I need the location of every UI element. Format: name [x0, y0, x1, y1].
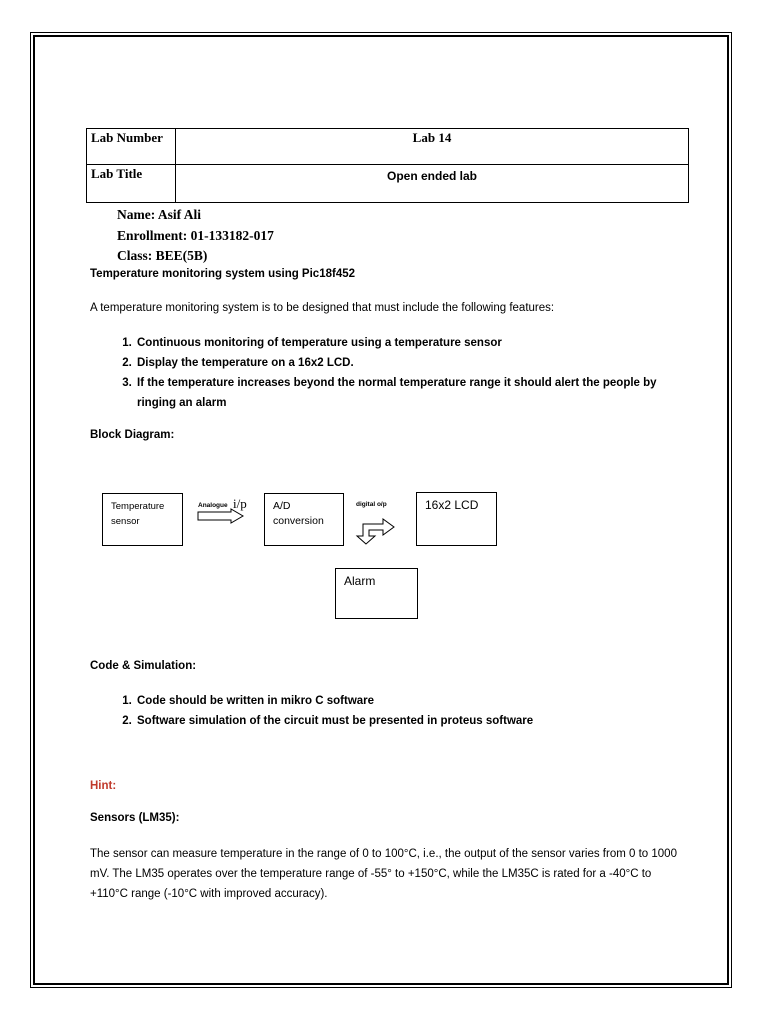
features-list — [90, 333, 695, 413]
ip-label: i/p — [233, 496, 247, 511]
student-class: Class: BEE(5B) — [117, 248, 208, 263]
list-item: 1. Continuous monitoring of temperature using a temperature sensor — [135, 333, 695, 353]
right-arrow-icon — [197, 508, 245, 524]
lab-info-table — [86, 128, 689, 203]
list-item: 2. Display the temperature on a 16x2 LCD. — [135, 353, 695, 373]
intro-text: A temperature monitoring system is to be designed that must include the following features: — [90, 302, 555, 314]
code-sim-list — [90, 691, 533, 731]
sensor-box: Temperature sensor — [102, 493, 183, 546]
bent-arrow-icon — [355, 512, 397, 548]
adc-box: A/D conversion — [264, 493, 344, 546]
sensors-paragraph: The sensor can measure temperature in the range of 0 to 100°C, i.e., the output of the sensor varies from 0 to 1000 mV. The LM35 operates over the temperature range of -55° to +150°C, while the LM35C is rated for a -40°C to +110°C range (-10°C with improved accuracy). — [90, 848, 677, 900]
alarm-box: Alarm — [335, 568, 418, 619]
block-diagram-heading: Block Diagram: — [90, 429, 175, 441]
list-item: 3. If the temperature increases beyond the normal temperature range it should alert the people by ringing an alarm — [135, 373, 695, 413]
code-sim-heading: Code & Simulation: — [90, 660, 197, 672]
student-name: Name: Asif Ali — [117, 207, 201, 222]
lab-title-label: Lab Title — [87, 165, 176, 203]
list-item: 1. Code should be written in mikro C software — [135, 691, 533, 711]
list-item: 2. Software simulation of the circuit must be presented in proteus software — [135, 711, 533, 731]
lab-number-label: Lab Number — [87, 129, 176, 165]
sensors-heading: Sensors (LM35): — [90, 812, 180, 824]
lab-title-value: Open ended lab — [176, 165, 689, 203]
lab-number-value: Lab 14 — [176, 129, 689, 165]
digital-label: digital o/p — [356, 501, 387, 508]
student-enrollment: Enrollment: 01-133182-017 — [117, 228, 274, 243]
lcd-box: 16x2 LCD — [416, 492, 497, 546]
hint-heading: Hint: — [90, 780, 117, 792]
topic-title: Temperature monitoring system using Pic18f452 — [90, 268, 356, 280]
analogue-label: Analogue — [198, 502, 228, 509]
